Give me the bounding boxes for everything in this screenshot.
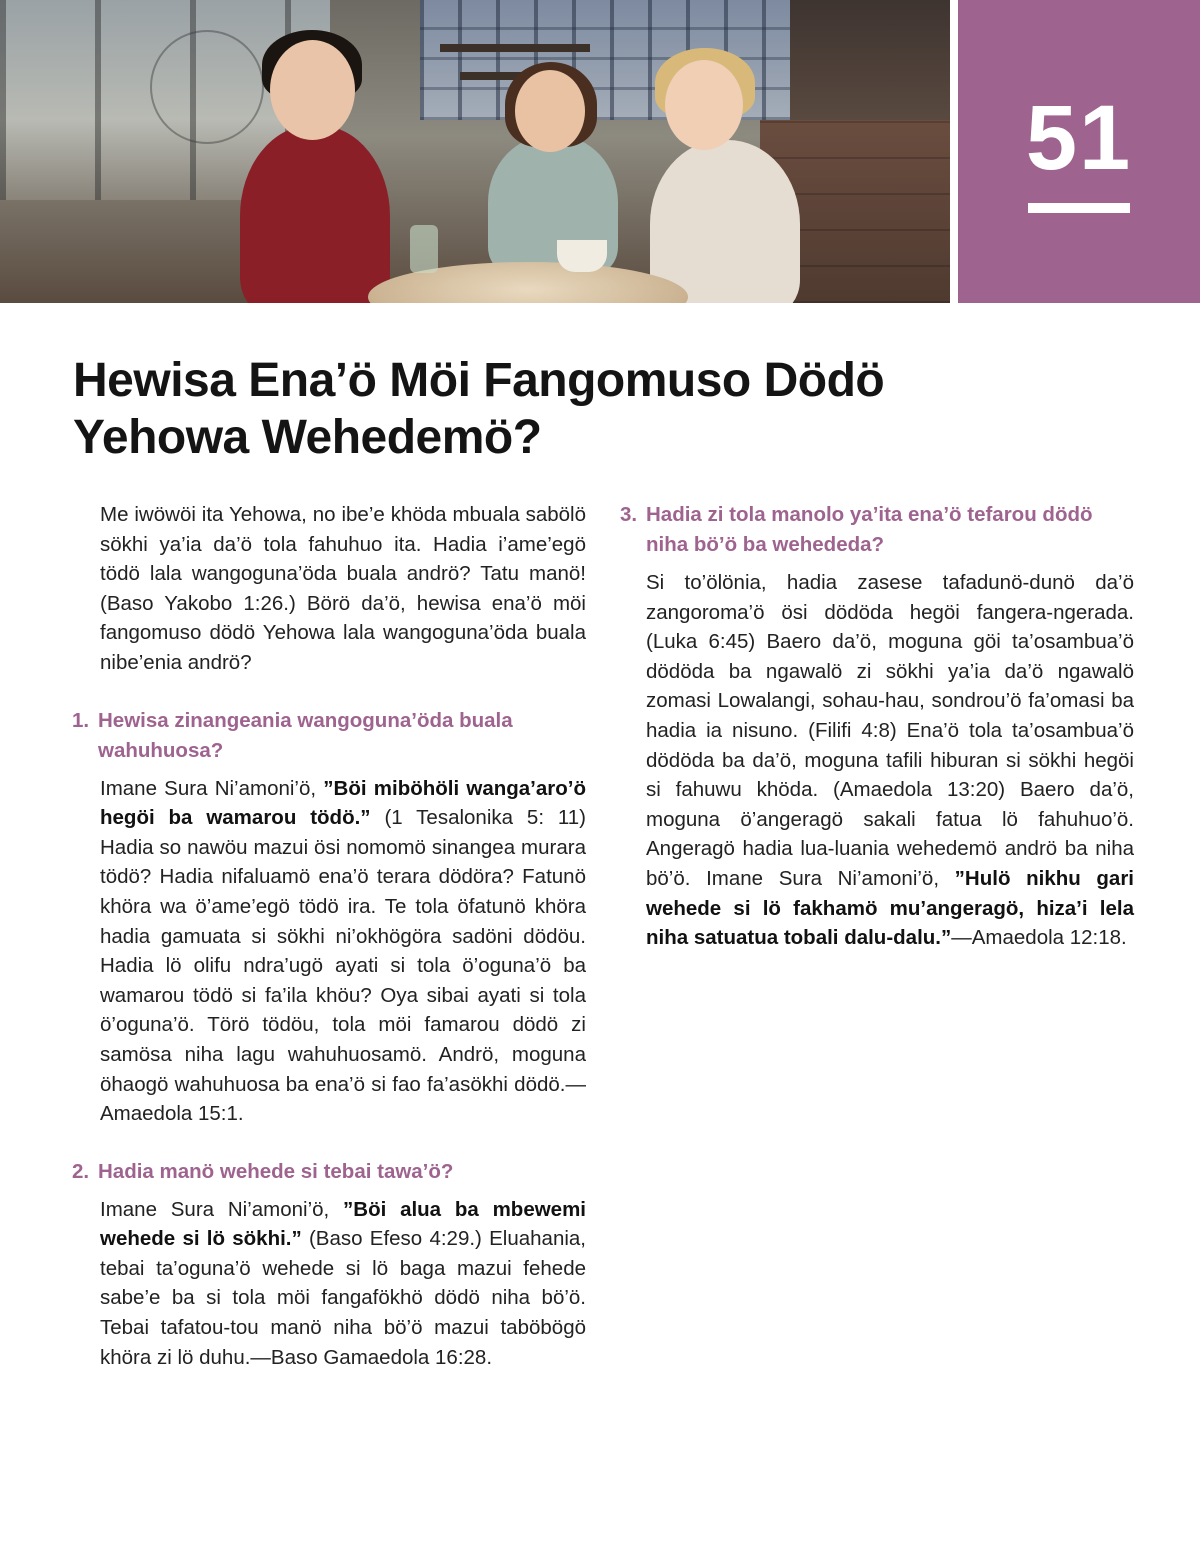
person-left-head bbox=[270, 40, 355, 140]
page-title-line-1: Hewisa Ena’ö Möi Fangomuso Dödö bbox=[73, 354, 885, 407]
hero-photo bbox=[0, 0, 950, 303]
answer-text: Si to’ölönia, hadia zasese tafadunö-dunö da’ö zangoroma’ö ösi dödöda hegöi fangera-ngerada. (Luka 6:45) Baero da’ö, moguna göi ta’osambua’ö dödöda ba ngawalö zi sökhi ya’ia da’ö ngawalö zomasi Lowalangi, sohau-hau, sondrou’ö fa’omasi ba hadia ia nisuno. (Filifi 4:8) Ena’ö tola ta’osambua’ö dödöda ba da’ö, moguna tafili hiburan si sökhi hegöi si fahuwu khöda. (Amaedola 13:20) Baero da’ö, moguna ö’angeragö sakali fatua lö fahuhuo’ö. Angeragö hadia lua-luania wehedemö andrö ba niha bö’ö. Imane Sura Ni’amoni’ö, bbox=[646, 571, 1134, 890]
cafe-sign-graphic bbox=[150, 30, 264, 144]
chapter-tab bbox=[958, 0, 1200, 303]
question-1 bbox=[72, 706, 586, 766]
answer-text: —Amaedola 12:18. bbox=[951, 926, 1127, 950]
question-number: 3. bbox=[620, 503, 638, 526]
question-text: Hewisa zinangeania wangoguna’öda buala wahuhuosa? bbox=[98, 708, 513, 762]
right-column bbox=[620, 500, 1134, 953]
wall bbox=[790, 0, 950, 125]
answer-text: Imane Sura Ni’amoni’ö, bbox=[100, 776, 324, 800]
answer-text: (1 Tesalonika 5: 11) Hadia so nawöu mazui ösi nomomö sinangea murara tödö? Hadia nifaluamö ena’ö terara dödöra? Fatunö khöra wa ö’ame’egö tödö ira. Te tola öfatunö khöra hadia gamuata si sökhi ni’okhögöra sadöni dödöu. Hadia lö olifu ndra’ugö ayati si tola ö’oguna’ö ba wamarou tödö si fa’ila khöu? Oya sibai ayati si tola ö’oguna’ö. Törö tödöu, tola möi famarou dödö zi samösa niha lagu wahuhuosamö. Andrö, moguna öhaogö wahuhuosa ba ena’ö si fao fa’asökhi dödö.—Amaedola 15:1. bbox=[100, 806, 586, 1126]
scripture-quote: ”Böi miböhöli wanga’aro’ö hegöi ba wamarou tödö.” bbox=[100, 776, 586, 830]
scripture-quote: ”Hulö nikhu gari wehede si lö fakhamö mu’angeragö, hiza’i lela niha satuatua tobali dalu-dalu.” bbox=[646, 866, 1134, 950]
page-title-line-2: Yehowa Wehedemö? bbox=[73, 411, 542, 464]
person-right-head bbox=[665, 60, 743, 150]
page-title bbox=[73, 352, 973, 466]
left-column bbox=[72, 500, 586, 1372]
chapter-underline bbox=[1028, 203, 1130, 213]
glass-jar bbox=[410, 225, 438, 273]
question-text: Hadia manö wehede si tebai tawa’ö? bbox=[98, 1159, 454, 1183]
scripture-quote: ”Böi alua ba mbewemi wehede si lö sökhi.” bbox=[100, 1197, 586, 1251]
question-text: Hadia zi tola manolo ya’ita ena’ö tefarou dödö niha bö’ö ba wehededa? bbox=[646, 503, 1093, 556]
person-left bbox=[240, 125, 390, 303]
question-number: 2. bbox=[72, 1159, 90, 1183]
question-3 bbox=[620, 500, 1134, 560]
person-middle-head bbox=[515, 70, 585, 152]
coffee-cup bbox=[557, 240, 607, 272]
answer-text: Imane Sura Ni’amoni’ö, bbox=[100, 1197, 344, 1221]
question-2 bbox=[72, 1157, 586, 1187]
answer-text: (Baso Efeso 4:29.) Eluahania, tebai ta’oguna’ö wehede si lö baga mazui fehede sabe’e ba si tola möi fangafökhö dödö niha bö’ö. Tebai tafatou-tou manö niha bö’ö mazui taböbögö khöra zi lö duhu.—Baso Gamaedola 16:28. bbox=[100, 1227, 586, 1369]
person-right bbox=[650, 140, 800, 303]
answer-1-paragraph bbox=[100, 774, 586, 1129]
chapter-number: 51 bbox=[1025, 87, 1133, 189]
answer-3-paragraph bbox=[646, 568, 1134, 953]
intro-paragraph: Me iwöwöi ita Yehowa, no ibe’e khöda mbuala sabölö sökhi ya’ia da’ö tola fahuhuo ita. Hadia i’ame’egö tödö lala wangoguna’öda buala andrö? Tatu manö! (Baso Yakobo 1:26.) Börö da’ö, hewisa ena’ö möi fangomuso dödö Yehowa lala wangoguna’öda buala nibe’enia andrö? bbox=[100, 503, 586, 674]
question-number: 1. bbox=[72, 708, 90, 732]
shelf bbox=[440, 44, 590, 52]
answer-2-paragraph bbox=[100, 1195, 586, 1373]
